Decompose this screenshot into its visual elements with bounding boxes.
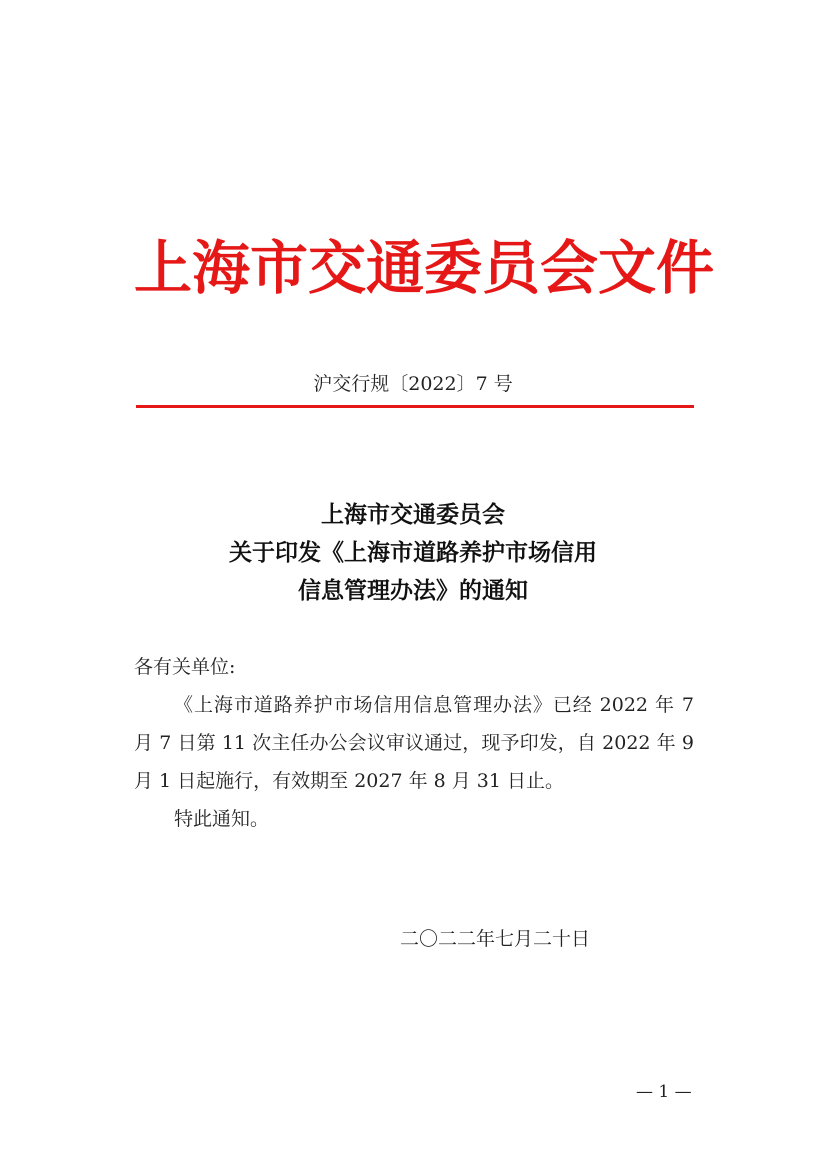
salutation: 各有关单位: xyxy=(134,656,236,678)
closing-remark: 特此通知。 xyxy=(174,808,270,830)
notice-title-line-3: 信息管理办法》的通知 xyxy=(298,577,528,604)
body-paragraph: 《上海市道路养护市场信用信息管理办法》已经 2022 年 7 月 7 日第 11 次主任办公会议审议通过，现予印发，自 2022 年 9 月 1 日起施行，有效期至 2027 年 8 月 31 日止。 xyxy=(134,694,694,792)
document-number: 沪交行规〔2022〕7 号 xyxy=(313,373,513,395)
red-separator-line xyxy=(136,405,694,408)
notice-title xyxy=(0,496,826,610)
notice-title-line-2: 关于印发《上海市道路养护市场信用 xyxy=(229,539,597,566)
page-number: — 1 — xyxy=(636,1082,692,1102)
notice-body xyxy=(134,648,694,838)
notice-title-line-1: 上海市交通委员会 xyxy=(321,501,505,528)
agency-header-title: 上海市交通委员会文件 xyxy=(134,234,715,302)
issue-date: 二〇二二年七月二十日 xyxy=(400,928,591,950)
